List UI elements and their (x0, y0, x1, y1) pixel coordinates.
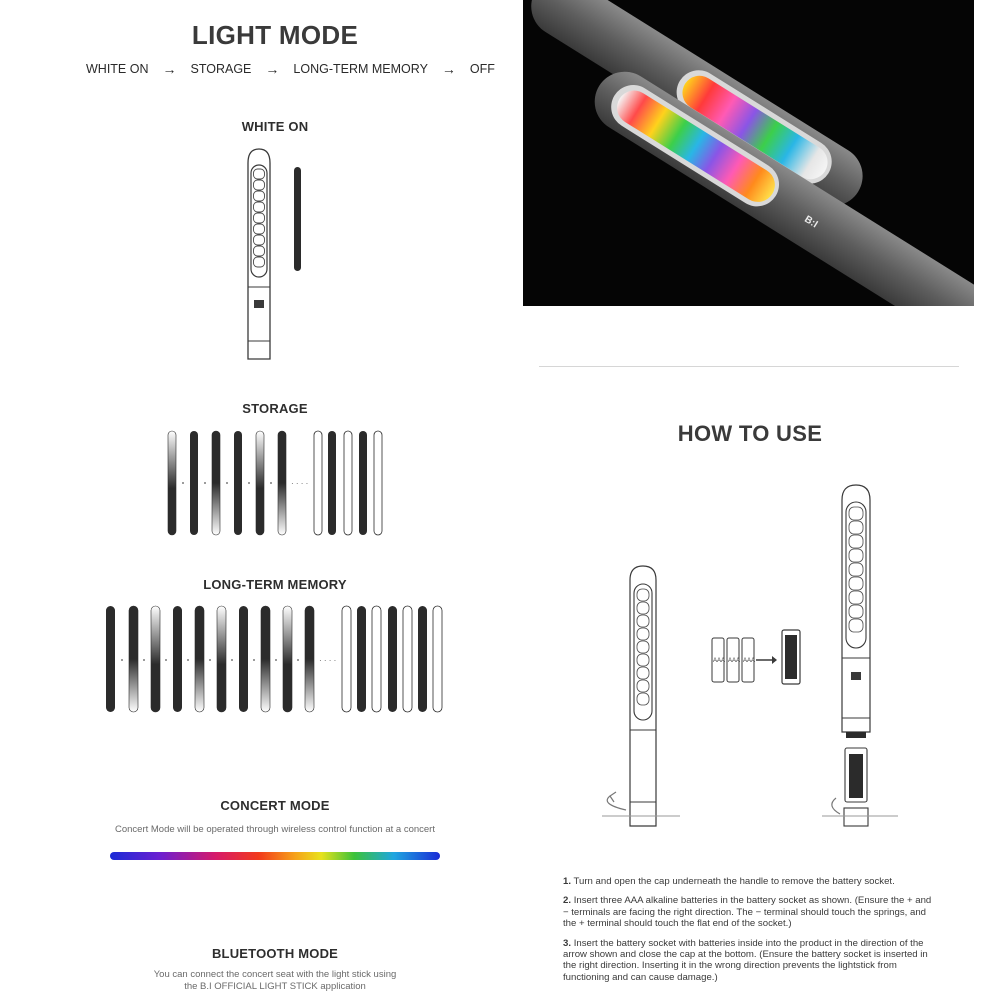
flow-arrow-icon: → (441, 61, 456, 77)
white-on-lightstick-illustration (240, 145, 310, 365)
step-1 (563, 876, 933, 887)
light-mode-title: LIGHT MODE (191, 20, 359, 50)
bluetooth-mode-description (75, 969, 475, 993)
aaa-batteries-icon (712, 630, 800, 684)
bluetooth-mode-line1: You can connect the concert seat with the light stick using (153, 969, 397, 980)
upper-lightstick (523, 0, 874, 217)
how-to-use-steps (563, 876, 933, 991)
bluetooth-mode-title: BLUETOOTH MODE (211, 946, 339, 961)
step-number: 3. (563, 937, 572, 949)
flow-storage: STORAGE (190, 62, 252, 76)
step-number: 1. (563, 876, 572, 887)
flow-arrow-icon: → (162, 61, 177, 77)
step-number: 2. (563, 895, 572, 907)
light-mode-section (75, 20, 475, 51)
white-on-title: WHITE ON (241, 119, 309, 134)
lightstick-product-photo (523, 0, 974, 306)
step-text: Insert three AAA alkaline batteries in the battery socket as shown. (Ensure the + and − terminals are facing the right direction. The − terminal should touch the springs, and the + terminal should touch the flat end of the socket.) (563, 895, 932, 930)
step-2 (563, 895, 933, 929)
concert-mode-description: Concert Mode will be operated through wireless control function at a concert (114, 824, 435, 835)
flow-arrow-icon: → (265, 61, 280, 77)
concert-mode-title: CONCERT MODE (220, 798, 330, 813)
storage-title: STORAGE (242, 401, 308, 416)
storage-ellipsis: · · · · (291, 479, 309, 488)
lower-lightstick (583, 60, 974, 306)
how-to-use-section (600, 421, 900, 447)
bluetooth-mode-line2: the B.I OFFICIAL LIGHT STICK application (184, 981, 366, 992)
storage-bars (168, 431, 382, 535)
flow-off: OFF (469, 62, 495, 76)
rotate-arrow-icon (610, 792, 616, 802)
battery-label: AAA (743, 658, 756, 664)
lightstick-outline-icon (248, 149, 270, 359)
step-text: Turn and open the cap underneath the handle to remove the battery socket. (573, 876, 895, 887)
lightstick-photo-render (523, 0, 974, 306)
white-on-light-bar (294, 167, 301, 271)
long-term-memory-bars (106, 606, 442, 712)
battery-label: AAA (713, 658, 726, 664)
section-divider (539, 366, 959, 367)
lightstick-closed-icon (602, 566, 680, 826)
storage-sequence-illustration (160, 425, 395, 545)
how-to-use-illustration (590, 480, 900, 840)
step-text: Insert the battery socket with batteries inside into the product in the direction of the arrow shown and close the cap at the bottom. (Ensure the battery socket is inserted in the right direction. Inserting it in the wrong direction prevents the lightstick from functioning and can cause damage.) (563, 937, 928, 983)
flow-long-term-memory: LONG-TERM MEMORY (293, 62, 428, 76)
mode-flow (86, 61, 495, 77)
long-term-memory-ellipsis: · · · · (319, 656, 337, 665)
concert-mode-color-spectrum (110, 852, 440, 860)
step-3 (563, 938, 933, 984)
photo-brand-mark: B:I (802, 213, 820, 231)
battery-label: AAA (728, 658, 741, 664)
close-cap-arrow-icon (832, 798, 840, 814)
long-term-memory-sequence-illustration (100, 600, 450, 720)
long-term-memory-title: LONG-TERM MEMORY (203, 577, 347, 592)
lightstick-open-icon (822, 485, 898, 826)
flow-white-on: WHITE ON (86, 62, 149, 76)
how-to-use-title: HOW TO USE (677, 421, 823, 446)
